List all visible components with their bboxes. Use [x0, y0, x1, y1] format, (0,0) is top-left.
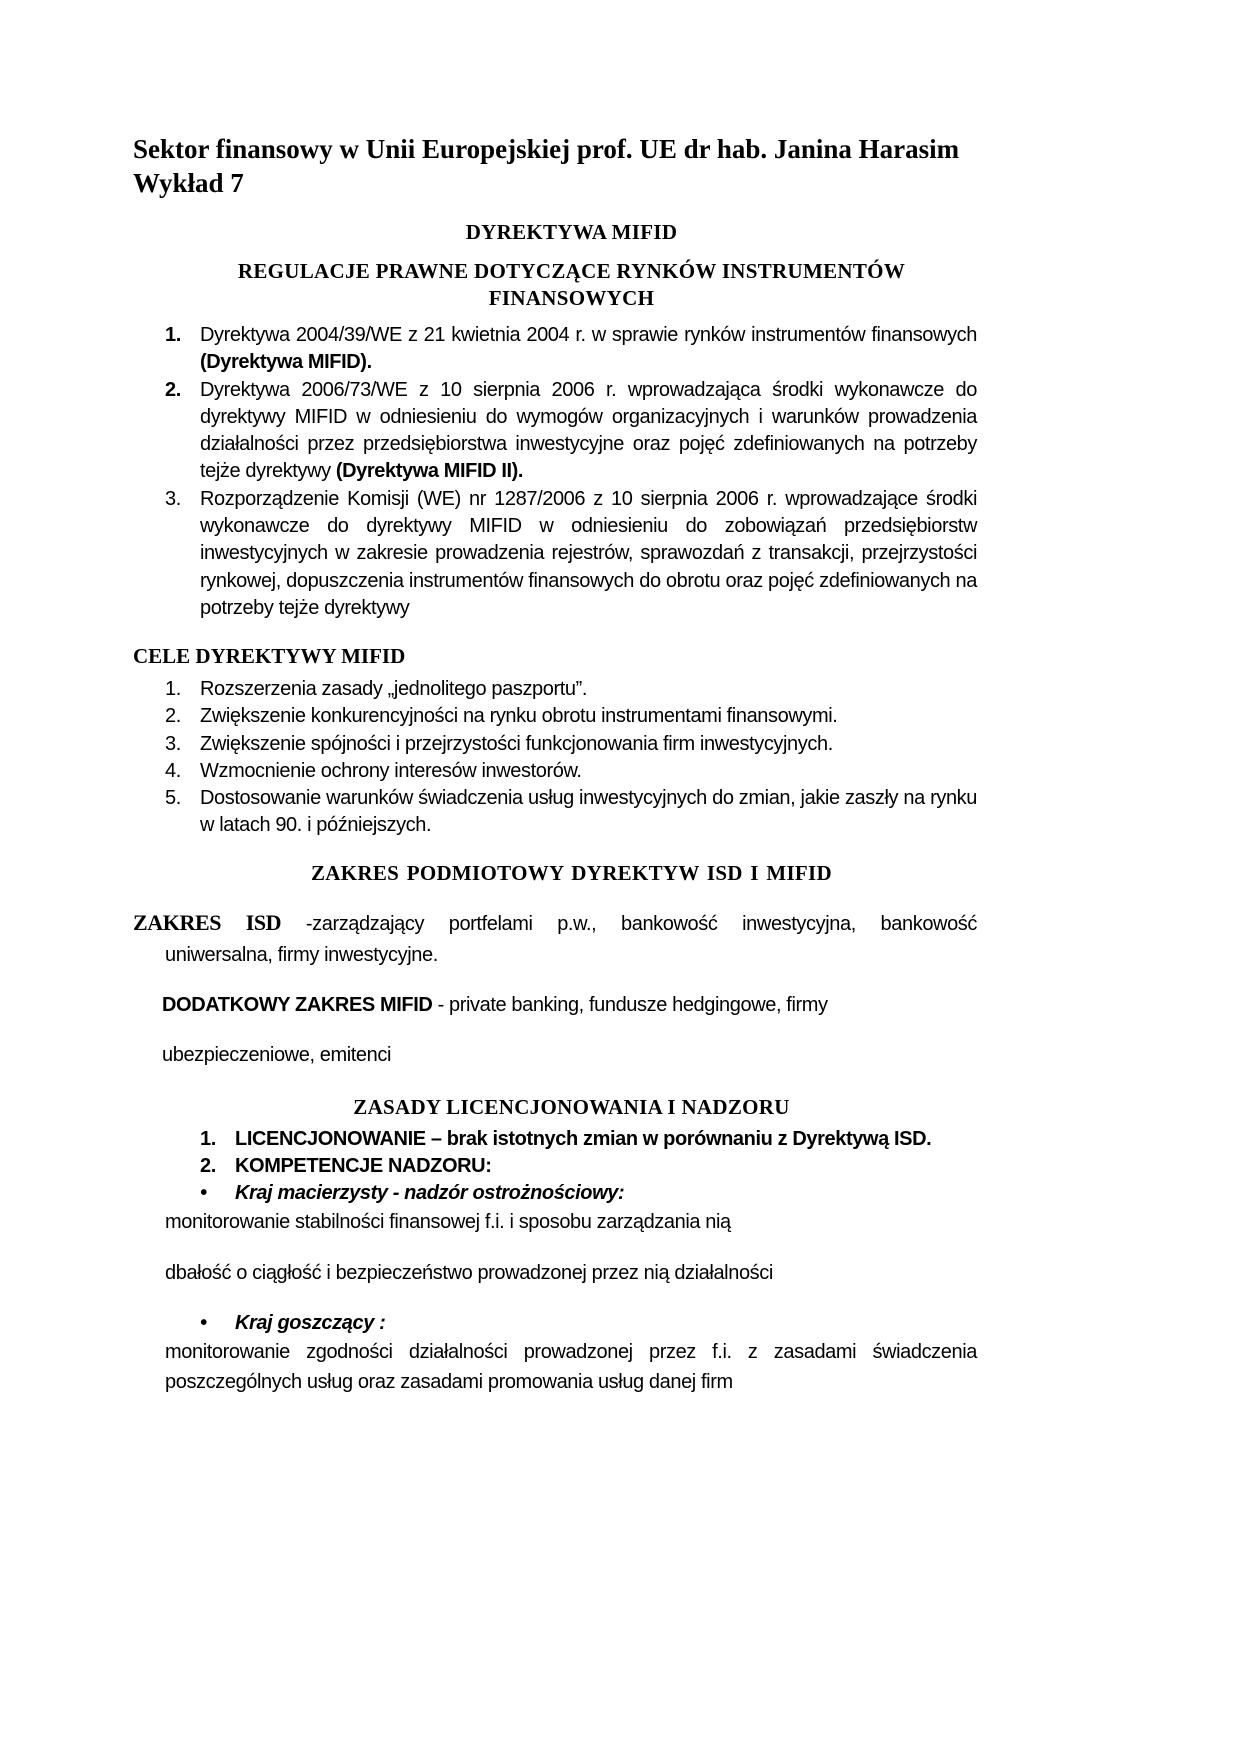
- item-number: 1.: [165, 324, 181, 346]
- section-heading-licensing: ZASADY LICENCJONOWANIA I NADZORU: [353, 1095, 790, 1119]
- list-item: [200, 1153, 977, 1180]
- item-text: Dyrektywa 2006/73/WE z 10 sierpnia 2006 r. wprowadzająca środki wykonawcze do dyrektywy MIFID w odniesieniu do wymogów organizacyjnych i warunków prowadzenia działalności przez przedsiębiorstwa inwestycyjne oraz pojęć zdefiniowanych na potrzeby tejże dyrektywy: [200, 378, 977, 483]
- lecture-number: Wykład 7: [133, 168, 244, 198]
- list-item: [165, 758, 977, 785]
- isd-scope-label: ZAKRES ISD: [133, 910, 282, 935]
- title-line: Sektor finansowy w Unii Europejskiej prof. UE dr hab. Janina Harasim: [133, 134, 960, 164]
- bullet-icon: •: [200, 1312, 207, 1334]
- bullet-text: Kraj goszczący :: [235, 1312, 386, 1334]
- section-heading-scope: ZAKRES PODMIOTOWY DYREKTYW ISD I MIFID: [311, 861, 832, 885]
- item-bold-text: (Dyrektywa MIFID).: [200, 351, 372, 374]
- item-number: 2.: [165, 378, 181, 401]
- list-item: [200, 1126, 977, 1153]
- item-text: Wzmocnienie ochrony interesów inwestorów.: [200, 759, 582, 782]
- section-heading-goals: CELE DYREKTYWY MIFID: [133, 644, 406, 668]
- item-text: Dostosowanie warunków świadczenia usług inwestycyjnych do zmian, jakie zaszły na rynku w latach 90. i późniejszych.: [200, 787, 977, 837]
- isd-scope-text: -zarządzający portfelami p.w., bankowość inwestycyjna, bankowość: [281, 913, 978, 935]
- bullet-host-country: [200, 1310, 385, 1337]
- item-number: 3.: [165, 732, 181, 755]
- list-item: [165, 703, 977, 730]
- item-text: KOMPETENCJE NADZORU:: [235, 1155, 492, 1178]
- mifid-scope-text: - private banking, fundusze hedgingowe, firmy: [432, 994, 828, 1016]
- bullet-home-country: [200, 1180, 624, 1207]
- item-number: 3.: [165, 487, 181, 510]
- item-text: Zwiększenie konkurencyjności na rynku obrotu instrumentami finansowymi.: [200, 705, 838, 728]
- item-number: 2.: [200, 1155, 216, 1178]
- bullet-text: Kraj macierzysty - nadzór ostrożnościowy:: [235, 1182, 625, 1204]
- list-item: [165, 676, 977, 703]
- section-heading-mifid: DYREKTYWA MIFID: [465, 220, 678, 244]
- list-item: [165, 731, 977, 758]
- item-text: Zwiększenie spójności i przejrzystości funkcjonowania firm inwestycyjnych.: [200, 732, 833, 755]
- bullet-icon: •: [200, 1182, 207, 1204]
- goals-list: [165, 676, 977, 840]
- item-text: Rozszerzenia zasady „jednolitego paszportu”.: [200, 678, 588, 700]
- host-country-duty: monitorowanie zgodności działalności prowadzonej przez f.i. z zasadami świadczenia poszczególnych usług oraz zasadami promowania usług danej firm: [165, 1341, 977, 1393]
- item-text: LICENCJONOWANIE – brak istotnych zmian w porównaniu z Dyrektywą ISD.: [235, 1128, 932, 1150]
- item-number: 2.: [165, 705, 181, 728]
- mifid-scope-label: DODATKOWY ZAKRES MIFID: [162, 994, 433, 1016]
- licensing-list: [200, 1126, 977, 1181]
- item-text: Dyrektywa 2004/39/WE z 21 kwietnia 2004 r. w sprawie rynków instrumentów finansowych: [200, 324, 977, 346]
- item-number: 1.: [200, 1128, 216, 1150]
- item-text: Rozporządzenie Komisji (WE) nr 1287/2006 z 10 sierpnia 2006 r. wprowadzające środki wykonawcze do dyrektywy MIFID w odniesieniu do zobowiązań przedsiębiorstw inwestycyjnych w zakresie prowadzenia rejestrów, sprawozdań z transakcji, przejrzystości rynkowej, dopuszczenia instrumentów finansowych do obrotu oraz pojęć zdefiniowanych na potrzeby tejże dyrektywy: [200, 487, 977, 619]
- isd-scope-text-continued: uniwersalna, firmy inwestycyjne.: [165, 944, 438, 966]
- section-subheading: [133, 258, 1010, 312]
- subheading-line: REGULACJE PRAWNE DOTYCZĄCE RYNKÓW INSTRUMENTÓW: [237, 259, 906, 283]
- item-number: 5.: [165, 787, 181, 810]
- document-title: [133, 132, 959, 200]
- list-item: [165, 377, 977, 486]
- list-item: [165, 785, 977, 840]
- item-bold-text: (Dyrektywa MIFID II).: [335, 460, 524, 483]
- list-item: [165, 322, 977, 377]
- isd-scope-line: [133, 908, 977, 939]
- mifid-scope-text-continued: ubezpieczeniowe, emitenci: [162, 1044, 392, 1066]
- legal-regulations-list: [165, 322, 977, 622]
- subheading-line: FINANSOWYCH: [488, 286, 655, 310]
- home-country-duty: dbałość o ciągłość i bezpieczeństwo prowadzonej przez nią działalności: [165, 1262, 773, 1284]
- item-number: 1.: [165, 678, 181, 700]
- home-country-duty: monitorowanie stabilności finansowej f.i. i sposobu zarządzania nią: [165, 1211, 731, 1233]
- item-number: 4.: [165, 759, 181, 782]
- list-item: [165, 486, 977, 622]
- mifid-scope-line: [162, 990, 828, 1020]
